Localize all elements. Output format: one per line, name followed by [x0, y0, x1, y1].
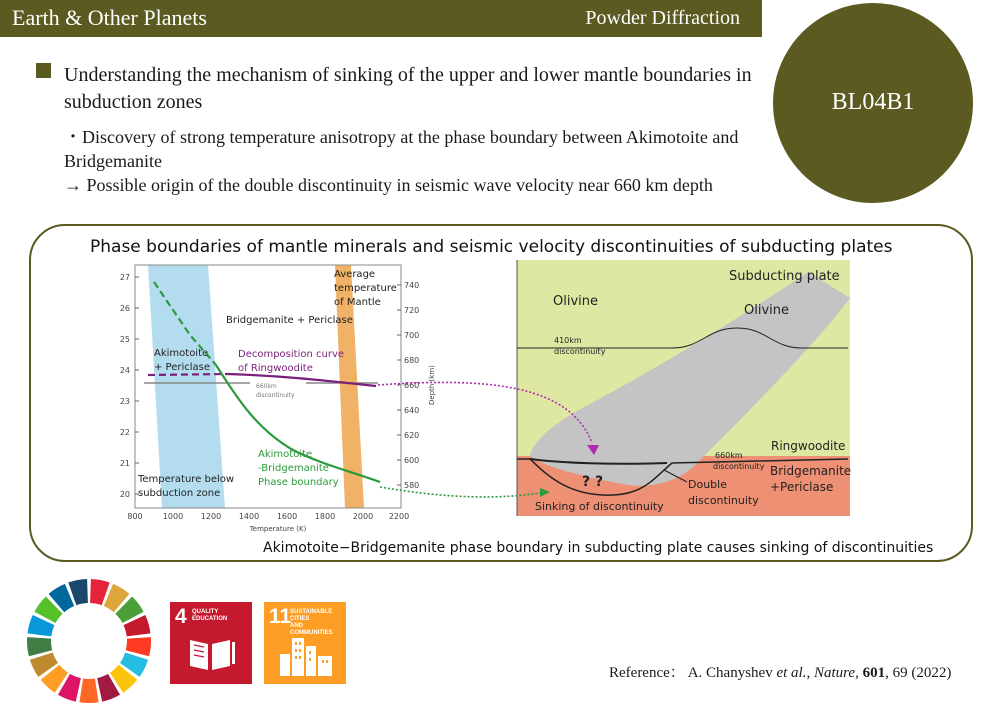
y-tick-right: 640: [404, 406, 420, 415]
cold-label: subduction zone: [138, 488, 221, 499]
y-tick-right: 660: [404, 381, 420, 390]
olivine-right-label: Olivine: [744, 303, 789, 318]
y-tick-left: 24: [119, 366, 130, 375]
x-tick: 1600: [276, 512, 298, 521]
y-tick-right: 740: [404, 281, 420, 290]
y-tick-left: 27: [119, 273, 130, 282]
implication-text: → Possible origin of the double discontinuity in seismic wave velocity near 660 km depth: [64, 175, 713, 195]
y-tick-right: 700: [404, 331, 420, 340]
figure-title: Phase boundaries of mantle minerals and seismic velocity discontinuities of subducting plates: [90, 237, 893, 257]
decomposition-label: of Ringwoodite: [238, 363, 313, 374]
reference-prefix: Reference： A. Chanyshev: [609, 665, 777, 681]
double-discontinuity-label: Double: [688, 478, 727, 491]
disc-660-label: discontinuity: [713, 462, 765, 471]
sdg-wheel-segment: [126, 637, 151, 656]
cold-label: Temperature below: [138, 474, 235, 485]
boundary-label: Akimotoite: [258, 449, 313, 460]
reference-journal: Nature: [813, 665, 856, 681]
bridgemanite-periclase-label: Bridgemanite + Periclase: [226, 315, 353, 326]
x-tick: 2200: [388, 512, 410, 521]
y-tick-left: 25: [119, 335, 130, 344]
boundary-label: -Bridgemanite: [258, 463, 329, 474]
city-icon: [276, 632, 336, 678]
bridgemanite-label: Bridgemanite: [770, 464, 852, 478]
left-ticks: [135, 277, 139, 494]
reference-rest: , 69 (2022): [885, 665, 952, 681]
sdg-4-title-line: EDUCATION: [192, 616, 228, 622]
reference: [609, 661, 951, 682]
y-tick-right: 720: [404, 306, 420, 315]
reference-sep: ,: [855, 665, 863, 681]
question-mark-label: ? ?: [582, 474, 604, 490]
purple-arrow: [378, 382, 592, 443]
sdg-wheel-icon: [25, 577, 153, 705]
sdg-tile-4: [170, 602, 252, 684]
disc-660-label: 660km: [715, 451, 743, 460]
y-axis-label: Depth (km): [428, 365, 436, 405]
boundary-label: Phase boundary: [258, 477, 339, 488]
cold-band: [148, 265, 225, 508]
sdg-tile-11: [264, 602, 346, 684]
akimotoite-periclase-label: + Periclase: [154, 362, 211, 373]
sdg-wheel-segment: [79, 679, 98, 704]
disc-660-small-label: discontinuity: [256, 392, 295, 399]
category-title: Earth & Other Planets: [12, 5, 207, 30]
y-tick-left: 23: [119, 397, 130, 406]
average-temp-label: Average: [334, 269, 376, 280]
x-axis-label: Temperature (K): [249, 525, 307, 533]
x-tick: 800: [127, 512, 143, 521]
sdg-11-number: 11: [269, 605, 292, 628]
akimotoite-periclase-label: Akimotoite: [154, 348, 209, 359]
technique-title: Powder Diffraction: [585, 7, 740, 29]
y-tick-left: 26: [119, 304, 130, 313]
y-tick-right: 600: [404, 456, 420, 465]
bridgemanite-label: +Periclase: [770, 480, 834, 494]
disc-660-small-label: 660km: [256, 383, 277, 390]
reference-etal: et al.: [776, 665, 807, 681]
reference-volume: 601: [862, 665, 886, 681]
sdg-4-title-line: QUALITY: [192, 609, 219, 615]
y-tick-left: 22: [119, 428, 130, 437]
average-temp-label: temperature: [334, 283, 397, 294]
finding-text: ・Discovery of strong temperature anisotropy at the phase boundary between Akimotoite and Bridgemanite: [64, 127, 739, 171]
x-tick: 2000: [352, 512, 374, 521]
disc-410-label: discontinuity: [554, 347, 606, 356]
x-tick: 1200: [200, 512, 222, 521]
average-temp-label: of Mantle: [334, 297, 381, 308]
decomposition-label: Decomposition curve: [238, 349, 345, 360]
book-icon: [188, 636, 236, 672]
x-tick: 1000: [162, 512, 184, 521]
sdg-4-number: 4: [175, 605, 187, 628]
y-tick-right: 580: [404, 481, 420, 490]
purple-arrow-head: [587, 445, 599, 455]
y-tick-left: 20: [119, 490, 130, 499]
ringwoodite-label: Ringwoodite: [771, 439, 846, 453]
y-tick-right: 680: [404, 356, 420, 365]
olivine-left-label: Olivine: [553, 294, 598, 309]
y-tick-right: 620: [404, 431, 420, 440]
disc-410-label: 410km: [554, 336, 582, 345]
green-arrow-head: [540, 488, 550, 497]
green-arrow: [380, 487, 540, 497]
beamline-label: BL04B1: [831, 89, 915, 115]
figure-caption: Akimotoite−Bridgemanite phase boundary in subducting plate causes sinking of discontinuities: [263, 540, 934, 556]
headline-bullet-icon: [36, 63, 51, 78]
y-tick-left: 21: [119, 459, 130, 468]
sdg-11-title-line: SUSTAINABLE CITIES: [290, 609, 333, 622]
sdg-wheel-segments: [27, 579, 151, 703]
header-bar: [0, 0, 762, 37]
sdg-4-title: [192, 609, 248, 623]
x-tick: 1400: [238, 512, 260, 521]
x-tick: 1800: [314, 512, 336, 521]
sdg-wheel-segment: [27, 637, 52, 656]
reference-sep: ,: [806, 665, 814, 681]
sinking-label: Sinking of discontinuity: [535, 500, 664, 513]
double-discontinuity-label: discontinuity: [688, 494, 759, 507]
headline: Understanding the mechanism of sinking of the upper and lower mantle boundaries in subduction zones: [64, 64, 752, 113]
connector-arrows: [370, 375, 610, 505]
subducting-plate-label: Subducting plate: [729, 269, 840, 284]
sdg-11-title-line: AND COMMUNITIES: [290, 623, 333, 636]
